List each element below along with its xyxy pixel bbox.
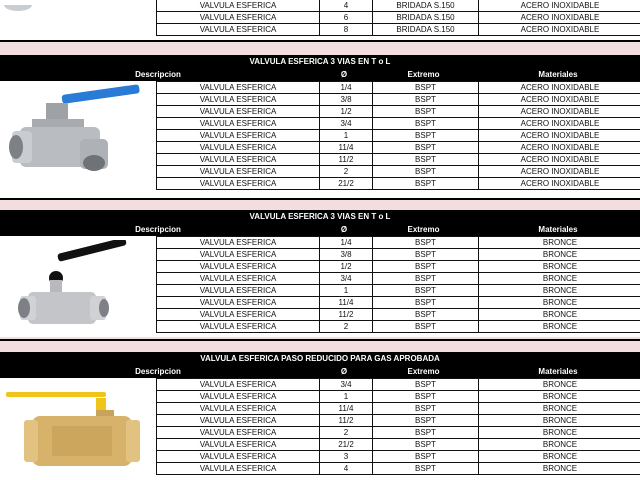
table-row <box>157 237 640 249</box>
header-extremo: Extremo <box>407 225 440 234</box>
cell-materiales: BRONCE <box>479 415 640 427</box>
cell-descripcion: VALVULA ESFERICA <box>157 321 320 333</box>
cell-descripcion: VALVULA ESFERICA <box>157 309 320 321</box>
cell-diametro: 1/4 <box>320 82 373 94</box>
cell-descripcion: VALVULA ESFERICA <box>157 427 320 439</box>
cell-materiales: ACERO INOXIDABLE <box>479 118 640 130</box>
section-title: VALVULA ESFERICA 3 VIAS EN T o L <box>0 210 640 223</box>
header-descripcion: Descripcion <box>135 70 181 79</box>
table-header <box>0 223 640 236</box>
cell-descripcion: VALVULA ESFERICA <box>157 94 320 106</box>
header-materiales: Materiales <box>538 367 578 376</box>
cell-descripcion: VALVULA ESFERICA <box>157 82 320 94</box>
cell-materiales: BRONCE <box>479 427 640 439</box>
cell-descripcion: VALVULA ESFERICA <box>157 106 320 118</box>
header-descripcion: Descripcion <box>135 225 181 234</box>
cell-descripcion: VALVULA ESFERICA <box>157 166 320 178</box>
cell-descripcion: VALVULA ESFERICA <box>157 297 320 309</box>
header-diametro: Ø <box>340 225 348 234</box>
table-header <box>0 365 640 378</box>
cell-materiales: BRONCE <box>479 261 640 273</box>
cell-materiales: ACERO INOXIDABLE <box>479 130 640 142</box>
cell-extremo: BSPT <box>373 178 479 190</box>
table-row <box>157 285 640 297</box>
cell-extremo: BSPT <box>373 118 479 130</box>
section-steel-3way <box>0 55 640 198</box>
cell-diametro: 11/4 <box>320 403 373 415</box>
table-row <box>157 12 640 24</box>
cell-materiales: ACERO INOXIDABLE <box>479 106 640 118</box>
table-row <box>157 403 640 415</box>
table-row <box>157 261 640 273</box>
bronze-3way-table <box>156 236 640 333</box>
table-row <box>157 249 640 261</box>
cell-descripcion: VALVULA ESFERICA <box>157 154 320 166</box>
cell-extremo: BSPT <box>373 403 479 415</box>
cell-descripcion: VALVULA ESFERICA <box>157 178 320 190</box>
cell-diametro: 3/4 <box>320 379 373 391</box>
cell-extremo: BSPT <box>373 427 479 439</box>
table-row <box>157 273 640 285</box>
cell-materiales: BRONCE <box>479 309 640 321</box>
cell-extremo: BSPT <box>373 451 479 463</box>
table-row <box>157 154 640 166</box>
cell-descripcion: VALVULA ESFERICA <box>157 273 320 285</box>
cell-diametro: 3 <box>320 451 373 463</box>
cell-materiales: BRONCE <box>479 463 640 475</box>
cell-diametro: 11/4 <box>320 297 373 309</box>
cell-diametro: 1/2 <box>320 106 373 118</box>
cell-descripcion: VALVULA ESFERICA <box>157 285 320 297</box>
top-partial-section <box>0 0 640 40</box>
cell-extremo: BRIDADA S.150 <box>373 24 479 36</box>
cell-extremo: BSPT <box>373 321 479 333</box>
cell-extremo: BSPT <box>373 297 479 309</box>
cell-extremo: BSPT <box>373 439 479 451</box>
cell-descripcion: VALVULA ESFERICA <box>157 439 320 451</box>
cell-extremo: BSPT <box>373 237 479 249</box>
cell-materiales: ACERO INOXIDABLE <box>479 94 640 106</box>
cell-materiales: BRONCE <box>479 237 640 249</box>
cell-materiales: BRONCE <box>479 391 640 403</box>
header-materiales: Materiales <box>538 225 578 234</box>
table-row <box>157 427 640 439</box>
table-row <box>157 24 640 36</box>
header-extremo: Extremo <box>407 70 440 79</box>
cell-diametro: 1 <box>320 285 373 297</box>
cell-extremo: BSPT <box>373 130 479 142</box>
steel-valve-image <box>2 83 152 193</box>
cell-extremo: BSPT <box>373 309 479 321</box>
section-bronze-3way <box>0 210 640 337</box>
header-diametro: Ø <box>340 70 348 79</box>
cell-descripcion: VALVULA ESFERICA <box>157 130 320 142</box>
cell-materiales: BRONCE <box>479 285 640 297</box>
table-row <box>157 118 640 130</box>
table-row <box>157 379 640 391</box>
table-row <box>157 106 640 118</box>
cell-extremo: BSPT <box>373 166 479 178</box>
cell-extremo: BSPT <box>373 285 479 297</box>
cell-descripcion: VALVULA ESFERICA <box>157 463 320 475</box>
section-title: VALVULA ESFERICA PASO REDUCIDO PARA GAS APROBADA <box>0 352 640 365</box>
table-row <box>157 321 640 333</box>
cell-extremo: BSPT <box>373 82 479 94</box>
cell-descripcion: VALVULA ESFERICA <box>157 403 320 415</box>
cell-extremo: BSPT <box>373 106 479 118</box>
cell-descripcion: VALVULA ESFERICA <box>157 118 320 130</box>
cell-diametro: 2 <box>320 321 373 333</box>
cell-descripcion: VALVULA ESFERICA <box>157 24 320 36</box>
cell-materiales: BRONCE <box>479 451 640 463</box>
cell-materiales: ACERO INOXIDABLE <box>479 178 640 190</box>
table-row <box>157 391 640 403</box>
table-row <box>157 297 640 309</box>
cell-diametro: 2 <box>320 166 373 178</box>
cell-descripcion: VALVULA ESFERICA <box>157 415 320 427</box>
cell-diametro: 21/2 <box>320 439 373 451</box>
cell-descripcion: VALVULA ESFERICA <box>157 12 320 24</box>
cell-extremo: BSPT <box>373 415 479 427</box>
section-divider <box>0 339 640 341</box>
cell-descripcion: VALVULA ESFERICA <box>157 261 320 273</box>
cell-diametro: 3/4 <box>320 273 373 285</box>
cell-materiales: ACERO INOXIDABLE <box>479 82 640 94</box>
section-title: VALVULA ESFERICA 3 VIAS EN T o L <box>0 55 640 68</box>
table-row <box>157 439 640 451</box>
cell-descripcion: VALVULA ESFERICA <box>157 391 320 403</box>
cell-diametro: 1/4 <box>320 237 373 249</box>
cell-extremo: BSPT <box>373 391 479 403</box>
valve-fragment-icon <box>2 5 152 13</box>
cell-extremo: BSPT <box>373 94 479 106</box>
cell-materiales: BRONCE <box>479 297 640 309</box>
section-gas-approved <box>0 352 640 480</box>
cell-extremo: BSPT <box>373 261 479 273</box>
cell-materiales: ACERO INOXIDABLE <box>479 0 640 12</box>
cell-extremo: BRIDADA S.150 <box>373 12 479 24</box>
cell-diametro: 1 <box>320 391 373 403</box>
cell-diametro: 1 <box>320 130 373 142</box>
top-table <box>156 0 640 36</box>
cell-extremo: BRIDADA S.150 <box>373 0 479 12</box>
header-extremo: Extremo <box>407 367 440 376</box>
cell-descripcion: VALVULA ESFERICA <box>157 237 320 249</box>
cell-extremo: BSPT <box>373 463 479 475</box>
section-divider <box>0 40 640 42</box>
table-row <box>157 463 640 475</box>
cell-diametro: 11/2 <box>320 309 373 321</box>
cell-extremo: BSPT <box>373 154 479 166</box>
gas-approved-table <box>156 378 640 475</box>
cell-diametro: 3/4 <box>320 118 373 130</box>
cell-materiales: ACERO INOXIDABLE <box>479 166 640 178</box>
cell-materiales: ACERO INOXIDABLE <box>479 142 640 154</box>
cell-materiales: BRONCE <box>479 321 640 333</box>
cell-diametro: 11/2 <box>320 415 373 427</box>
cell-materiales: ACERO INOXIDABLE <box>479 154 640 166</box>
cell-diametro: 11/4 <box>320 142 373 154</box>
cell-descripcion: VALVULA ESFERICA <box>157 451 320 463</box>
table-row <box>157 82 640 94</box>
header-materiales: Materiales <box>538 70 578 79</box>
cell-materiales: BRONCE <box>479 249 640 261</box>
cell-diametro: 21/2 <box>320 178 373 190</box>
cell-diametro: 4 <box>320 463 373 475</box>
cell-diametro: 6 <box>320 12 373 24</box>
table-header <box>0 68 640 81</box>
cell-materiales: ACERO INOXIDABLE <box>479 24 640 36</box>
valve-image-partial <box>2 0 152 8</box>
table-row <box>157 309 640 321</box>
table-row <box>157 142 640 154</box>
cell-descripcion: VALVULA ESFERICA <box>157 249 320 261</box>
cell-diametro: 3/8 <box>320 94 373 106</box>
cell-extremo: BSPT <box>373 249 479 261</box>
cell-materiales: BRONCE <box>479 273 640 285</box>
header-descripcion: Descripcion <box>135 367 181 376</box>
cell-materiales: BRONCE <box>479 439 640 451</box>
cell-diametro: 2 <box>320 427 373 439</box>
cell-diametro: 1/2 <box>320 261 373 273</box>
cell-descripcion: VALVULA ESFERICA <box>157 142 320 154</box>
cell-diametro: 8 <box>320 24 373 36</box>
table-row <box>157 130 640 142</box>
cell-extremo: BSPT <box>373 142 479 154</box>
cell-diametro: 4 <box>320 0 373 12</box>
table-row <box>157 415 640 427</box>
section-divider <box>0 198 640 200</box>
cell-descripcion: VALVULA ESFERICA <box>157 379 320 391</box>
cell-extremo: BSPT <box>373 273 479 285</box>
table-row <box>157 451 640 463</box>
cell-materiales: BRONCE <box>479 403 640 415</box>
steel-3way-table <box>156 81 640 190</box>
table-row <box>157 0 640 12</box>
cell-materiales: BRONCE <box>479 379 640 391</box>
table-row <box>157 94 640 106</box>
table-row <box>157 166 640 178</box>
cell-descripcion: VALVULA ESFERICA <box>157 0 320 12</box>
header-diametro: Ø <box>340 367 348 376</box>
cell-extremo: BSPT <box>373 379 479 391</box>
bronze-valve-image <box>2 240 152 335</box>
cell-diametro: 11/2 <box>320 154 373 166</box>
cell-diametro: 3/8 <box>320 249 373 261</box>
cell-materiales: ACERO INOXIDABLE <box>479 12 640 24</box>
gas-valve-image <box>2 386 152 480</box>
table-row <box>157 178 640 190</box>
